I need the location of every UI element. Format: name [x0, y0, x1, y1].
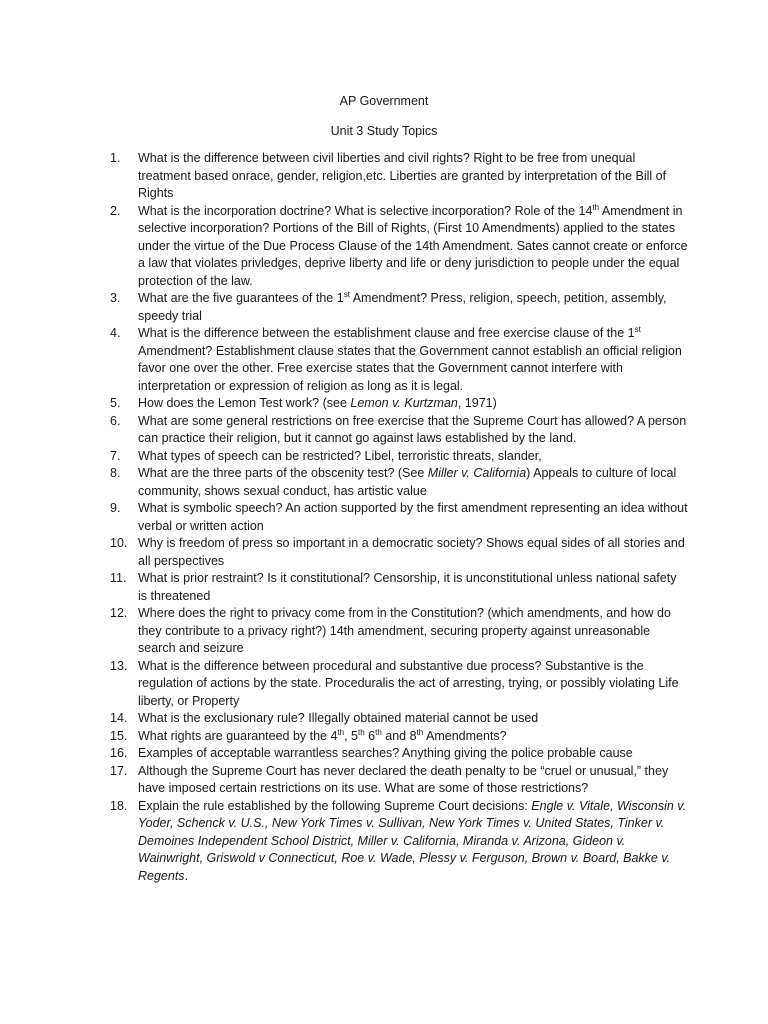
document-subtitle: Unit 3 Study Topics: [330, 124, 438, 138]
item-text: What is prior restraint? Is it constitutional? Censorship, it is unconstitutional unless national safety is threatened: [138, 571, 677, 603]
list-item: [110, 710, 688, 728]
item-number: 15.: [110, 728, 128, 743]
item-text: What is the difference between civil liberties and civil rights? Right to be free from unequal treatment based onrace, gender, religion,etc. Liberties are granted by interpretation of the Bill of Rights: [138, 151, 667, 200]
item-number: 8.: [110, 466, 121, 480]
item-text: What is the difference between procedural and substantive due process? Substantive is the regulation of actions by the state. Proceduralis the act of arresting, trying, or possibly violating Life liberty, or Property: [138, 658, 679, 708]
item-text: What are the five guarantees of the 1st Amendment? Press, religion, speech, petition, assembly, speedy trial: [138, 290, 667, 323]
list-item: [110, 763, 688, 798]
list-item: [110, 203, 688, 291]
list-item: [110, 798, 688, 886]
list-item: [110, 290, 688, 325]
list-item: [110, 465, 688, 500]
item-number: 14.: [110, 711, 128, 725]
item-text: Although the Supreme Court has never declared the death penalty to be “cruel or unusual,” they have imposed certain restrictions on its use. What are some of those restrictions?: [138, 763, 669, 795]
item-number: 4.: [110, 326, 121, 340]
item-text: Where does the right to privacy come from in the Constitution? (which amendments, and how do they contribute to a privacy right?) 14th amendment, securing property against unreasonable search and seizure: [138, 606, 671, 655]
item-number: 12.: [110, 606, 128, 620]
case-citation: Lemon v. Kurtzman: [350, 396, 458, 410]
item-number: 1.: [110, 151, 121, 165]
list-item: [110, 395, 688, 413]
list-item: [110, 535, 688, 570]
item-text: What are the three parts of the obscenity test? (See Miller v. California) Appeals to culture of local community, shows sexual conduct, has artistic value: [138, 466, 677, 498]
list-item: [110, 150, 688, 203]
document-title: AP Government: [339, 94, 429, 108]
item-number: 16.: [110, 746, 128, 760]
item-text: What is symbolic speech? An action supported by the first amendment representing an idea without verbal or written action: [138, 501, 688, 533]
item-number: 10.: [110, 536, 128, 550]
item-number: 11.: [110, 571, 127, 585]
item-text: What are some general restrictions on free exercise that the Supreme Court has allowed? A person can practice their religion, but it cannot go against laws established by the land.: [138, 413, 687, 445]
list-item: [110, 658, 688, 711]
item-number: 6.: [110, 413, 121, 428]
item-number: 5.: [110, 396, 121, 410]
item-text: What is the incorporation doctrine? What is selective incorporation? Role of the 14th Amendment in selective incorporation? Portions of the Bill of Rights, (First 10 Amendments) applied to the states under the virtue of the Due Process Clause of the 14th Amendment. Sates cannot create or enforce a law that violates privledges, deprive liberty and life or deny jurisdiction to people under the equal protection of the law.: [138, 202, 688, 288]
case-citation: Miller v. California: [427, 466, 527, 480]
item-text: Explain the rule established by the following Supreme Court decisions: Engle v. Vitale, Wisconsin v. Yoder, Schenck v. U.S., New York Times v. Sullivan, New York Times v. United States, Tinker v. Demoines Independent School District, Miller v. California, Miranda v. Arizona, Gideon v. Wainwright, Griswold v Connecticut, Roe v. Wade, Plessy v. Ferguson, Brown v. Board, Bakke v. Regents.: [138, 798, 687, 883]
item-number: 3.: [110, 291, 121, 305]
item-number: 18.: [110, 798, 128, 813]
item-number: 7.: [110, 448, 121, 463]
item-text: What is the exclusionary rule? Illegally obtained material cannot be used: [138, 711, 539, 725]
item-text: How does the Lemon Test work? (see Lemon v. Kurtzman, 1971): [138, 396, 497, 410]
case-list: Engle v. Vitale, Wisconsin v. Yoder, Schenck v. U.S., New York Times v. Sullivan, New York Times v. United States, Tinker v. Demoines Independent School District, Miller v. California, Miranda v. Arizona, Gideon v. Wainwright, Griswold v Connecticut, Roe v. Wade, Plessy v. Ferguson, Brown v. Board, Bakke v. Regents: [138, 798, 687, 883]
item-number: 9.: [110, 501, 121, 515]
list-item: [110, 500, 688, 535]
list-item: [110, 728, 688, 746]
list-item: [110, 570, 688, 605]
item-text: What types of speech can be restricted? Libel, terroristic threats, slander,: [138, 448, 542, 463]
item-text: Examples of acceptable warrantless searches? Anything giving the police probable cause: [138, 746, 633, 760]
list-item: [110, 448, 688, 466]
list-item: [110, 325, 688, 395]
list-item: [110, 413, 688, 448]
item-number: 17.: [110, 763, 128, 778]
item-text: What rights are guaranteed by the 4th, 5th 6th and 8th Amendments?: [138, 727, 507, 743]
item-number: 13.: [110, 658, 128, 673]
item-text: Why is freedom of press so important in a democratic society? Shows equal sides of all stories and all perspectives: [138, 536, 685, 568]
study-topics-list: [110, 150, 688, 885]
list-item: [110, 745, 688, 763]
item-text: What is the difference between the establishment clause and free exercise clause of the 1st Amendment? Establishment clause states that the Government cannot establish an official religion favor one over the other. Free exercise states that the Government cannot interfere with interpretation or expression of religion as long as it is legal.: [138, 325, 682, 393]
list-item: [110, 605, 688, 658]
item-number: 2.: [110, 203, 121, 218]
